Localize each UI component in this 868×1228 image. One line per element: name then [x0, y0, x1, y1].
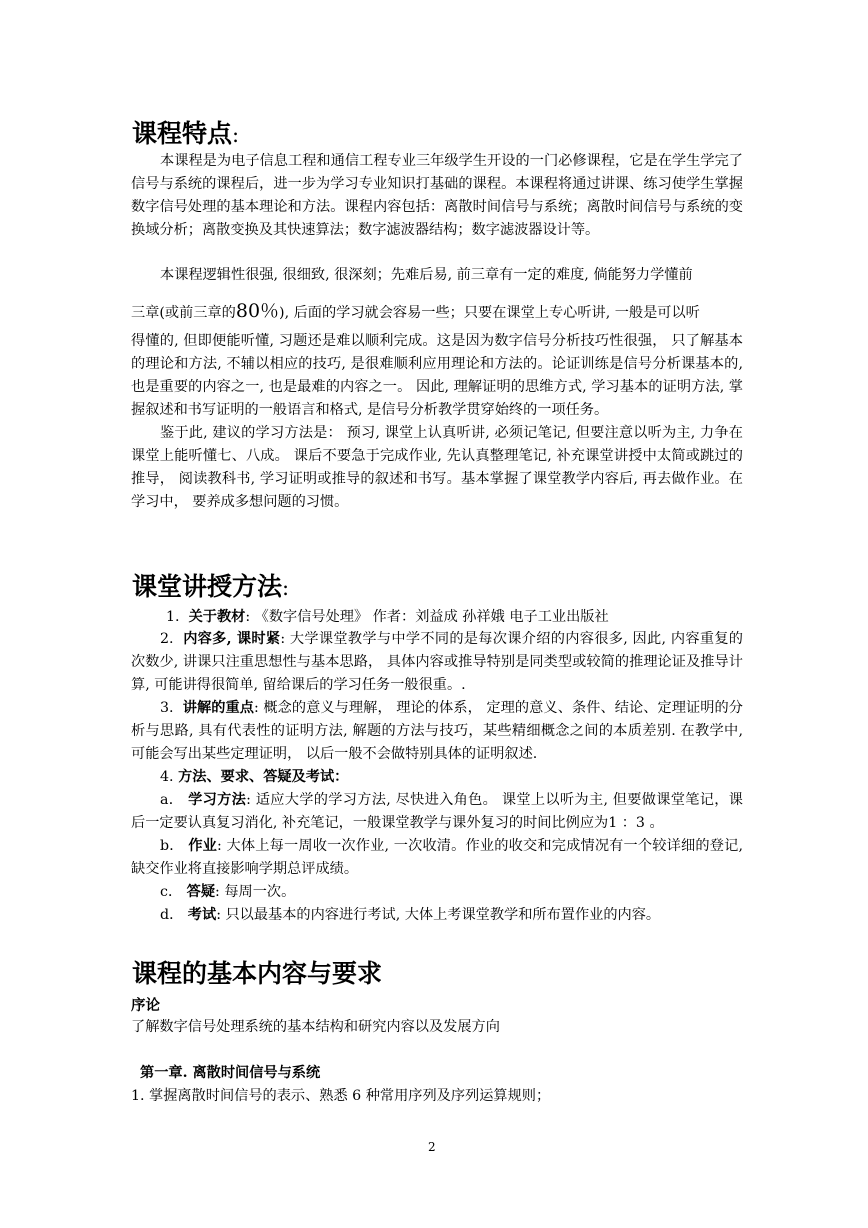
- paragraph: 鉴于此, 建议的学习方法是： 预习, 课堂上认真听讲, 必须记笔记, 但要注意以听为主, 力争在课堂上能听懂七、八成。 课后不要急于完成作业, 先认真整理笔记, 补充课堂讲授中太简或跳过的推导， 阅读教科书, 学习证明或推导的叙述和书写。基本掌握了课堂教学内容后, 再去做作业。在学习中， 要养成多想问题的习惯。: [131, 425, 743, 510]
- subsection-text-intro: 了解数字信号处理系统的基本结构和研究内容以及发展方向: [131, 1019, 500, 1035]
- sub-item-exam: d． 考试: 只以最基本的内容进行考试, 大体上考课堂教学和所布置作业的内容。: [160, 907, 661, 923]
- paragraph: 得懂的, 但即便能听懂, 习题还是难以顺利完成。这是因为数字信号分析技巧性很强， 只了解基本的理论和方法, 不辅以相应的技巧, 是很难顺利应用理论和方法的。论证训练是信号分析课基本的,也是重要的内容之一, 也是最难的内容之一。 因此, 理解证明的思维方式, 学习基本的证明方法, 掌握叙述和书写证明的一般语言和格式, 是信号分析教学贯穿始终的一项任务。: [131, 333, 743, 418]
- chapter-title: 第一章. 离散时间信号与系统: [140, 1065, 321, 1081]
- list-item-method: 4. 方法、要求、答疑及考试：: [160, 769, 349, 785]
- sub-item-qa: c． 答疑: 每周一次。: [160, 884, 296, 900]
- section-title-course-content: 课程的基本内容与要求: [132, 959, 383, 988]
- list-item-focus: 3. 讲解的重点: 概念的意义与理解， 理论的体系， 定理的意义、条件、结论、定理证明的分析与思路, 具有代表性的证明方法, 解题的方法与技巧，某些精细概念之间的本质差别. 在教学中, 可能会写出某些定理证明， 以后一般不会做特别具体的证明叙述.: [131, 700, 743, 762]
- page-number: 2: [428, 1140, 436, 1154]
- paragraph-line: 三章(或前三章的80％), 后面的学习就会容易一些；只要在课堂上专心听讲, 一般是可以听: [131, 300, 700, 322]
- subsection-title-intro: 序论: [131, 997, 160, 1014]
- section-body-course-features: [131, 150, 743, 242]
- list-block: [131, 628, 743, 927]
- paragraph-block: [131, 330, 743, 514]
- list-item-content: 2. 内容多, 课时紧: 大学课堂教学与中学不同的是每次课介绍的内容很多, 因此, 内容重复的次数少, 讲课只注重思想性与基本思路， 具体内容或推导特别是同类型或较简的推理论证及推导计算, 可能讲得很简单, 留给课后的学习任务一般很重。.: [131, 631, 743, 693]
- paragraph-line: 本课程逻辑性很强, 很细致, 很深刻；先难后易, 前三章有一定的难度, 倘能努力学懂前: [160, 267, 693, 283]
- chapter-item: 1. 掌握离散时间信号的表示、熟悉 6 种常用序列及序列运算规则；: [131, 1088, 551, 1104]
- list-item-textbook: 1. 关于教材: 《数字信号处理》 作者：刘益成 孙祥娥 电子工业出版社: [166, 609, 609, 625]
- sub-item-homework: b． 作业: 大体上每一周收一次作业, 一次收清。作业的收交和完成情况有一个较详细的登记, 缺交作业将直接影响学期总评成绩。: [131, 838, 743, 877]
- sub-item-study-method: a． 学习方法: 适应大学的学习方法, 尽快进入角色。 课堂上以听为主, 但要做课堂笔记，课后一定要认真复习消化, 补充笔记，一般课堂教学与课外复习的时间比例应为1 ：3 。: [131, 792, 743, 831]
- section-title-teaching-method: 课堂讲授方法:: [132, 572, 290, 601]
- percent-value: 80％: [235, 300, 280, 322]
- paragraph: 本课程是为电子信息工程和通信工程专业三年级学生开设的一门必修课程，它是在学生学完了信号与系统的课程后，进一步为学习专业知识打基础的课程。本课程将通过讲课、练习使学生掌握数字信号处理的基本理论和方法。课程内容包括：离散时间信号与系统；离散时间信号与系统的变换域分析；离散变换及其快速算法；数字滤波器结构；数字滤波器设计等。: [131, 153, 743, 238]
- section-title-course-features: 课程特点:: [132, 119, 240, 148]
